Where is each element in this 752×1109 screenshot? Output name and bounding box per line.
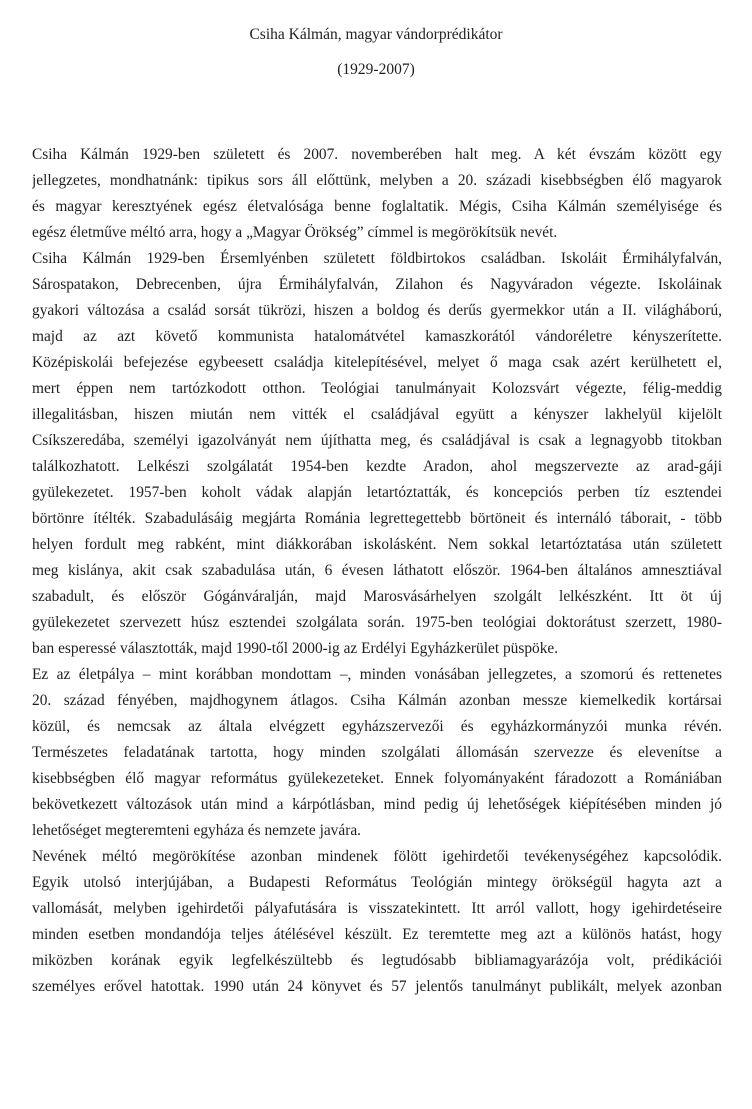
text-line: szabadult, és először Gógánváralján, majd Marosvásárhelyen szolgált lelkészként. Itt öt új (32, 588, 722, 605)
text-line: Középiskolái befejezése egybeesett családja kitelepítésével, melyet ő maga csak azért kerülhetett el, (32, 354, 722, 371)
text-line: gyülekezetet. 1957-ben koholt vádak alapján letartóztatták, és koncepciós perben tíz esztendei (32, 484, 722, 501)
text-line: 20. század fényében, majdhogynem átlagos. Csiha Kálmán azonban messze kiemelkedik kortársai (32, 692, 722, 709)
text-line: egész életműve méltó arra, hogy a „Magyar Örökség” címmel is megörökítsük nevét. (32, 224, 558, 241)
text-line: ban esperessé választották, majd 1990-től 2000-ig az Erdélyi Egyházkerület püspöke. (32, 640, 559, 657)
text-line: jellegzetes, mondhatnánk: tipikus sors áll előttünk, melyben a 20. századi kisebbségben élő magyarok (32, 172, 722, 189)
text-line: Ez az életpálya – mint korábban mondottam –, minden vonásában jellegzetes, a szomorú és rettenetes (32, 666, 722, 683)
text-line: kisebbségben élő magyar református gyülekezeteket. Ennek folyományaként fáradozott a Romániában (32, 770, 722, 787)
text-line: Természetes feladatának tartotta, hogy minden szolgálati állomásán szervezze és elevenítse a (32, 744, 722, 761)
text-line: bekövetkezett változások után mind a kárpótlásban, mind pedig új lehetőségek kiépítésében minden jó (32, 796, 722, 813)
text-line: miközben korának egyik legfelkészültebb és legtudósabb bibliamagyarázója volt, prédikációi (32, 952, 722, 969)
text-line: és magyar keresztyének egész életvalósága benne foglaltatik. Mégis, Csiha Kálmán személyisége és (32, 198, 722, 215)
text-line: Sárospatakon, Debrecenben, újra Érmihályfalván, Zilahon és Nagyváradon végezte. Iskoláinak (32, 276, 722, 293)
text-line: Csiha Kálmán 1929-ben Érsemlyénben született földbirtokos családban. Iskoláit Érmihályfalván, (32, 250, 722, 267)
text-line: gyakori változása a család sorsát tükrözi, hiszen a boldog és derűs gyermekkor után a II. világháború, (32, 302, 722, 319)
text-line: helyen fordult meg rabként, mint diákkorában iskolásként. Nem sokkal letartóztatása után született (32, 536, 722, 553)
text-line: vallomását, melyben igehirdetői pályafutására is visszatekintett. Itt arról vallott, hogy igehirdetéseire (32, 900, 722, 917)
text-line: lehetőséget megteremteni egyháza és nemzete javára. (32, 822, 362, 839)
text-line: Nevének méltó megörökítése azonban mindenek fölött igehirdetői tevékenységéhez kapcsolódik. (32, 848, 722, 865)
text-line: Csiha Kálmán 1929-ben született és 2007. novemberében halt meg. A két évszám között egy (32, 146, 722, 163)
text-line: mert éppen nem tartózkodott otthon. Teológiai tanulmányait Kolozsvárt végezte, félig-meddig (32, 380, 722, 397)
text-line: személyes erővel hatottak. 1990 után 24 könyvet és 57 jelentős tanulmányt publikált, melyek azonban (32, 978, 722, 995)
text-line: börtönre ítélték. Szabadulásáig megjárta Románia legrettegettebb börtöneit és internáló táborait, - több (32, 510, 722, 527)
text-line: illegalitásban, hiszen miután nem vitték el családjával együtt a kényszer lakhelyül kijelölt (32, 406, 722, 423)
text-line: közül, és nemcsak az általa elvégzett egyházszervezői és egyházkormányzói munka révén. (32, 718, 722, 735)
document-body (32, 142, 722, 1000)
text-line: meg kislánya, akit csak szabadulása után, 6 évesen láthatott először. 1964-ben általános amnesztiával (32, 562, 722, 579)
text-line: minden esetben mondandója teljes átélésével készült. Ez teremtette meg azt a különös hatást, hogy (32, 926, 722, 943)
document-subtitle-years: (1929-2007) (337, 61, 415, 78)
text-line: gyülekezetet szervezett húsz esztendei szolgálata során. 1975-ben teológiai doktorátust szerzett, 1980- (32, 614, 722, 631)
text-line: találkozhatott. Lelkészi szolgálatát 1954-ben kezdte Aradon, ahol megszervezte az arad-gáji (32, 458, 722, 475)
document-title: Csiha Kálmán, magyar vándorprédikátor (249, 26, 503, 43)
text-line: majd az azt követő kommunista hatalomátvétel kamaszkorától vándoréletre kényszerítette. (32, 328, 722, 345)
text-line: Egyik utolsó interjújában, a Budapesti Református Teológián mintegy örökségül hagyta azt a (32, 874, 722, 891)
text-line: Csíkszeredába, személyi igazolványát nem újíthatta meg, és családjával is csak a legnagyobb titokban (32, 432, 722, 449)
